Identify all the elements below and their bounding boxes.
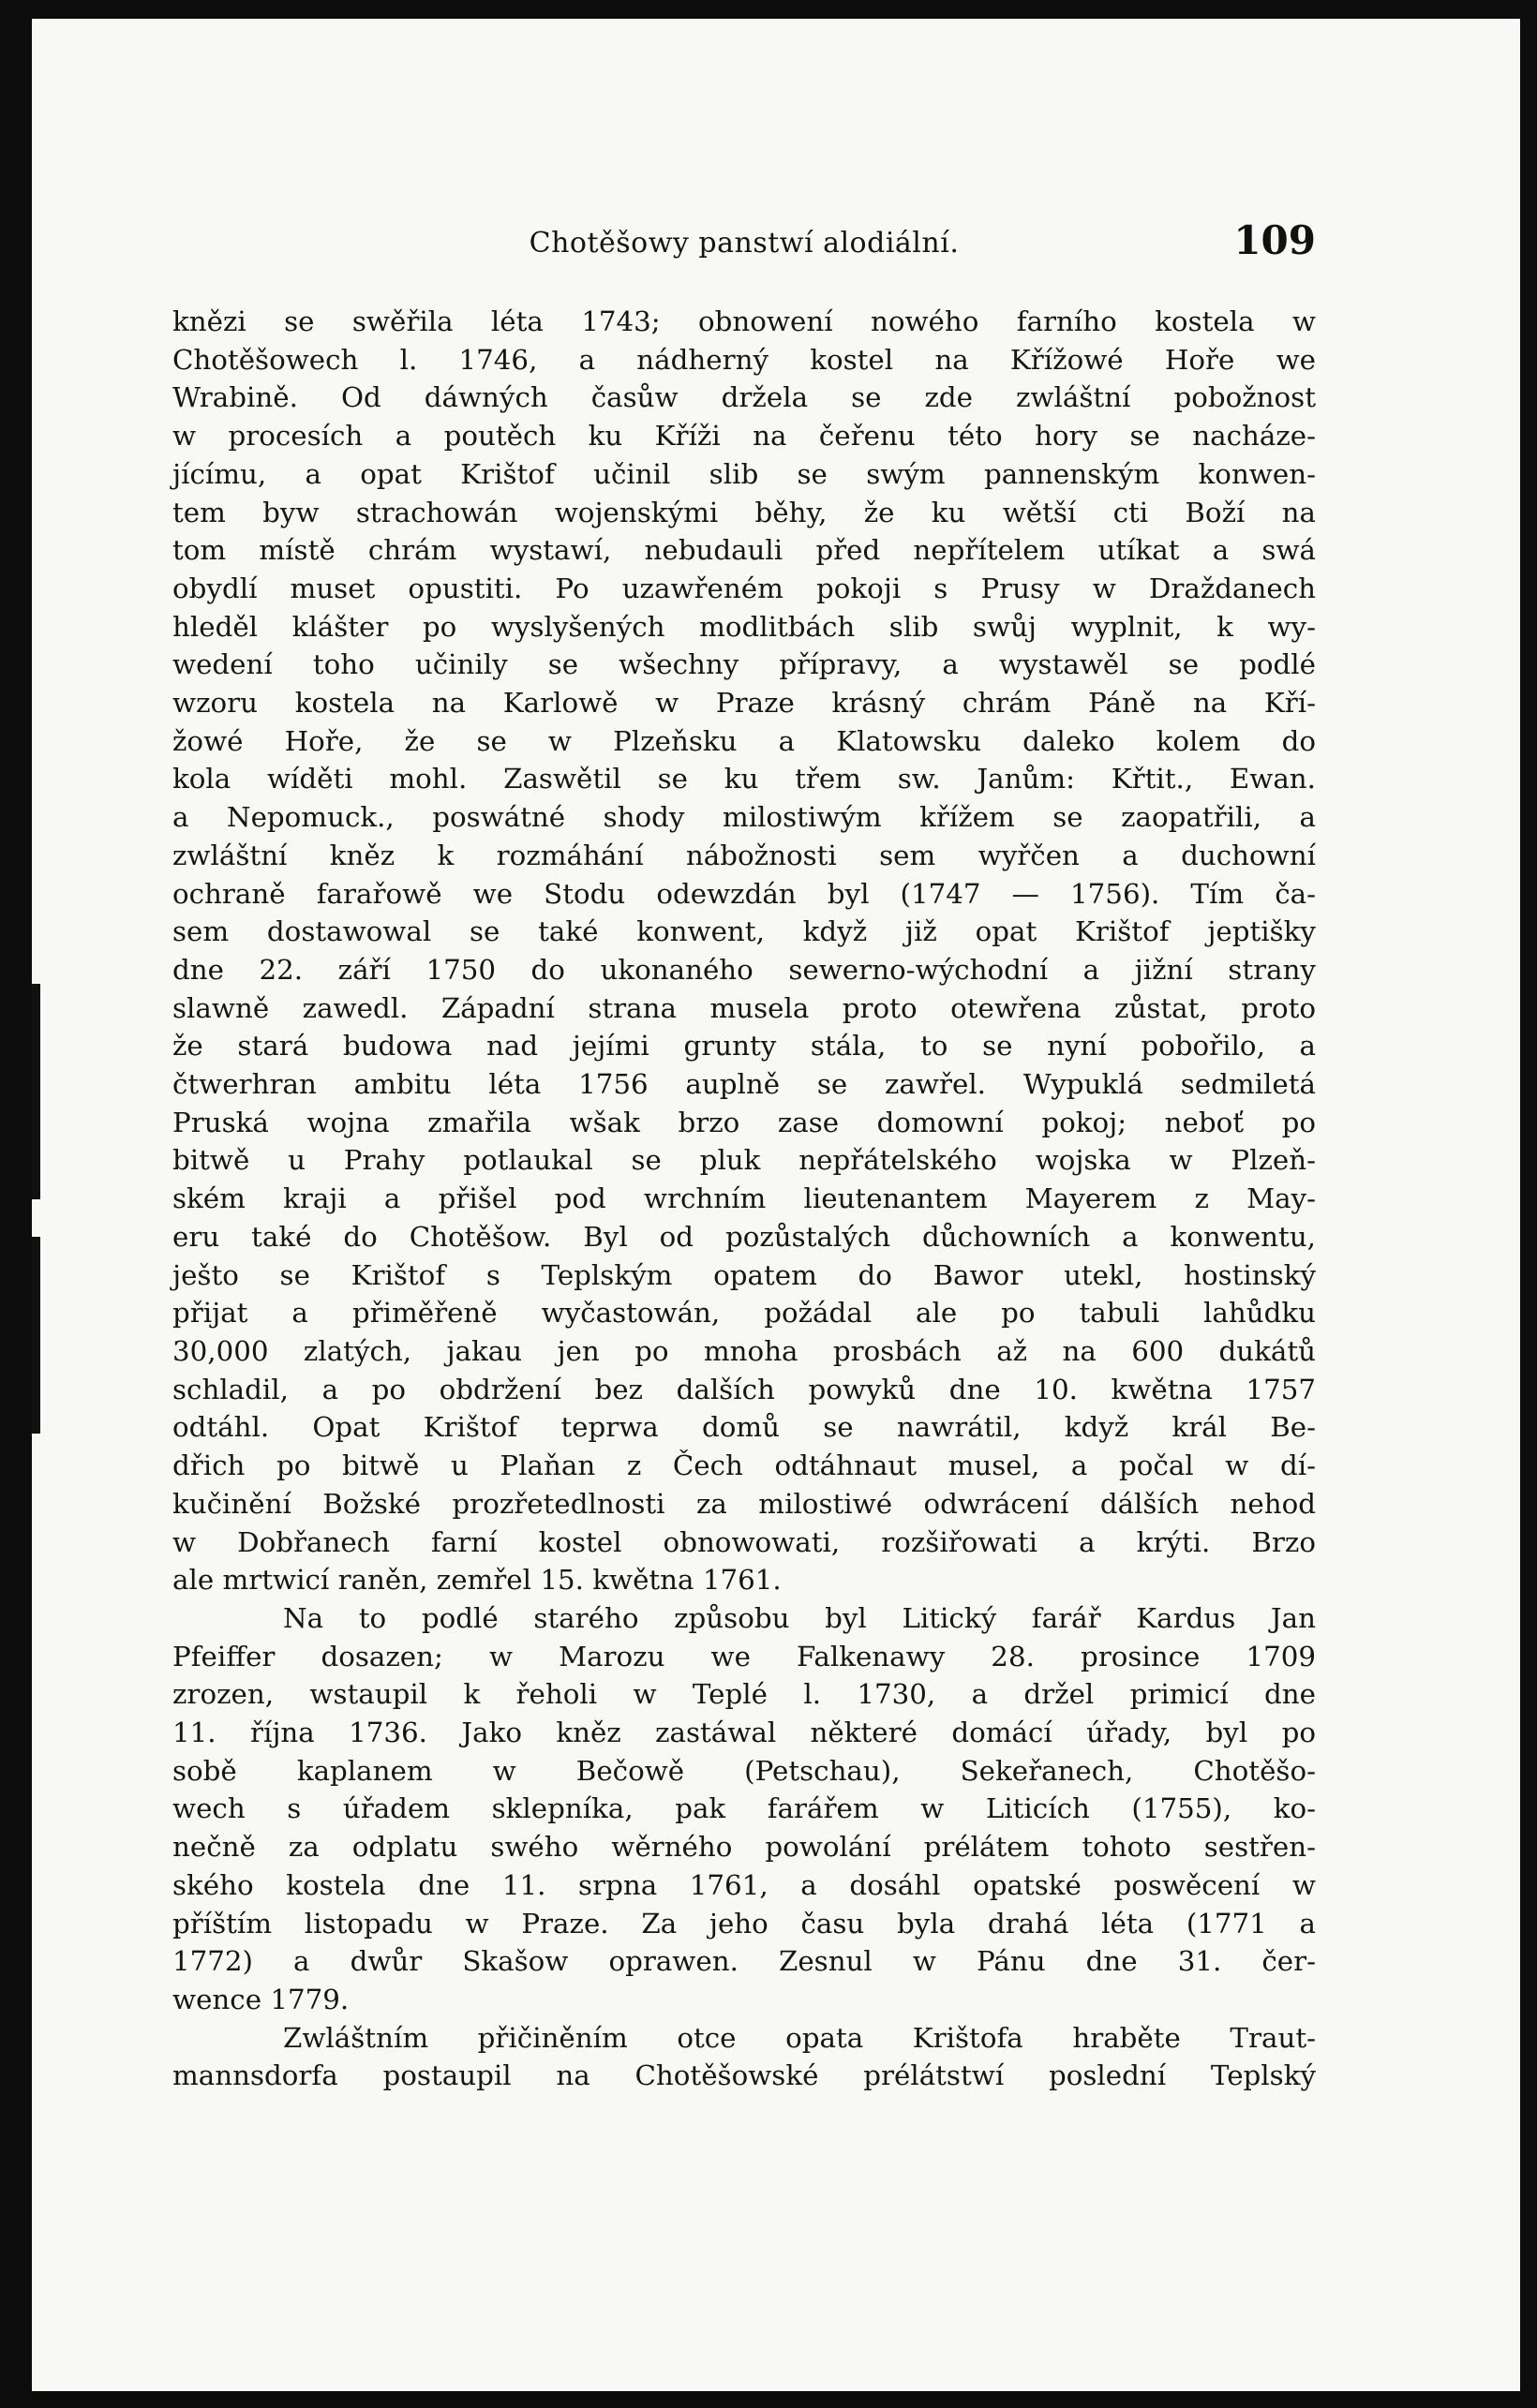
binding-shadow-mark: [32, 1237, 40, 1434]
text-line: jícímu, a opat Krištof učinil slib se swým pannenským konwen-: [172, 457, 1316, 490]
text-line: odtáhl. Opat Krištof teprwa domů se nawrátil, když král Be-: [172, 1411, 1316, 1444]
text-line: ského kostela dne 11. srpna 1761, a dosáhl opatské poswěcení w: [172, 1868, 1316, 1901]
text-line: w procesích a poutěch ku Kříži na čeřenu této hory se nacháze-: [172, 420, 1316, 453]
text-line: ješto se Krištof s Teplským opatem do Bawor utekl, hostinský: [172, 1258, 1316, 1291]
text-line: a Nepomuck., poswátné shody milostiwým křížem se zaopatřili, a: [172, 801, 1316, 834]
text-line: dne 22. září 1750 do ukonaného sewerno-wýchodní a jižní strany: [172, 953, 1316, 986]
text-line: nečně za odplatu swého wěrného powolání prélátem tohoto sestřen-: [172, 1831, 1316, 1864]
text-line: ochraně farařowě we Stodu odewzdán byl (1747 — 1756). Tím ča-: [172, 877, 1316, 910]
text-line: hleděl klášter po wyslyšených modlitbách slib swůj wyplnit, k wy-: [172, 610, 1316, 643]
text-line: schladil, a po obdržení bez dalších powyků dne 10. kwětna 1757: [172, 1373, 1316, 1405]
running-title: Chotěšowy panstwí alodiální.: [529, 227, 960, 260]
text-line: Na to podlé starého způsobu byl Litický farář Kardus Jan: [283, 1601, 1316, 1634]
text-line: wedení toho učinily se wšechny přípravy, a wystawěl se podlé: [172, 648, 1316, 681]
page-header: [172, 217, 1316, 274]
text-line: kučinění Božské prozřetedlnosti za milostiwé odwrácení dálších nehod: [172, 1487, 1316, 1520]
page-number: 109: [1233, 217, 1316, 263]
text-line: Pruská wojna zmařila wšak brzo zase domowní pokoj; neboť po: [172, 1106, 1316, 1138]
text-line: 30,000 zlatých, jakau jen po mnoha prosbách až na 600 dukátů: [172, 1334, 1316, 1367]
text-line: mannsdorfa postaupil na Chotěšowské prélátstwí poslední Teplský: [172, 2059, 1316, 2092]
text-line: Chotěšowech l. 1746, a nádherný kostel na Křížowé Hoře we: [172, 343, 1316, 376]
text-line: wech s úřadem sklepníka, pak farářem w Liticích (1755), ko-: [172, 1792, 1316, 1825]
text-line: Wrabině. Od dáwných časůw držela se zde zwláštní pobožnost: [172, 381, 1316, 414]
text-line: tom místě chrám wystawí, nebudauli před nepřítelem utíkat a swá: [172, 534, 1316, 567]
text-line: ském kraji a přišel pod wrchním lieutenantem Mayerem z May-: [172, 1182, 1316, 1215]
text-line: Zwláštním přičiněním otce opata Krištofa hraběte Traut-: [283, 2021, 1316, 2054]
text-line: Pfeiffer dosazen; w Marozu we Falkenawy 28. prosince 1709: [172, 1640, 1316, 1672]
text-line: tem byw strachowán wojenskými běhy, že ku wětší cti Boží na: [172, 496, 1316, 528]
text-line: 1772) a dwůr Skašow oprawen. Zesnul w Pánu dne 31. čer-: [172, 1945, 1316, 1978]
text-line: bitwě u Prahy potlaukal se pluk nepřátelského wojska w Plzeň-: [172, 1144, 1316, 1177]
binding-shadow-mark: [32, 984, 40, 1199]
text-line: sem dostawowal se také konwent, když již opat Krištof jeptišky: [172, 915, 1316, 948]
text-line: sobě kaplanem w Bečowě (Petschau), Sekeřanech, Chotěšo-: [172, 1754, 1316, 1787]
text-line: wzoru kostela na Karlowě w Praze krásný chrám Páně na Kří-: [172, 687, 1316, 720]
text-line: zwláštní kněz k rozmáhání nábožnosti sem wyřčen a duchowní: [172, 839, 1316, 871]
text-line: čtwerhran ambitu léta 1756 auplně se zawřel. Wypuklá sedmiletá: [172, 1068, 1316, 1101]
text-line: ale mrtwicí raněn, zemřel 15. kwětna 1761.: [172, 1564, 782, 1597]
body-text: [172, 303, 1316, 2095]
text-line: přijat a přiměřeně wyčastowán, požádal ale po tabuli lahůdku: [172, 1297, 1316, 1330]
text-line: že stará budowa nad jejími grunty stála, to se nyní pobořilo, a: [172, 1030, 1316, 1063]
text-line: 11. října 1736. Jako kněz zastáwal některé domácí úřady, byl po: [172, 1717, 1316, 1749]
text-line: kola wíděti mohl. Zaswětil se ku třem sw. Janům: Křtit., Ewan.: [172, 763, 1316, 795]
text-line: wence 1779.: [172, 1983, 350, 2015]
text-line: eru také do Chotěšow. Byl od pozůstalých důchowních a konwentu,: [172, 1220, 1316, 1253]
text-line: knězi se swěřila léta 1743; obnowení nowého farního kostela w: [172, 305, 1316, 337]
text-line: w Dobřanech farní kostel obnowowati, rozšiřowati a krýti. Brzo: [172, 1525, 1316, 1558]
text-line: příštím listopadu w Praze. Za jeho času byla drahá léta (1771 a: [172, 1907, 1316, 1940]
text-line: slawně zawedl. Západní strana musela proto otewřena zůstat, proto: [172, 991, 1316, 1024]
text-line: zrozen, wstaupil k řeholi w Teplé l. 1730, a držel primicí dne: [172, 1678, 1316, 1711]
text-line: obydlí muset opustiti. Po uzawřeném pokoji s Prusy w Draždanech: [172, 572, 1316, 604]
text-line: dřich po bitwě u Plaňan z Čech odtáhnaut musel, a počal w dí-: [172, 1449, 1316, 1482]
text-line: žowé Hoře, že se w Plzeňsku a Klatowsku daleko kolem do: [172, 724, 1316, 757]
